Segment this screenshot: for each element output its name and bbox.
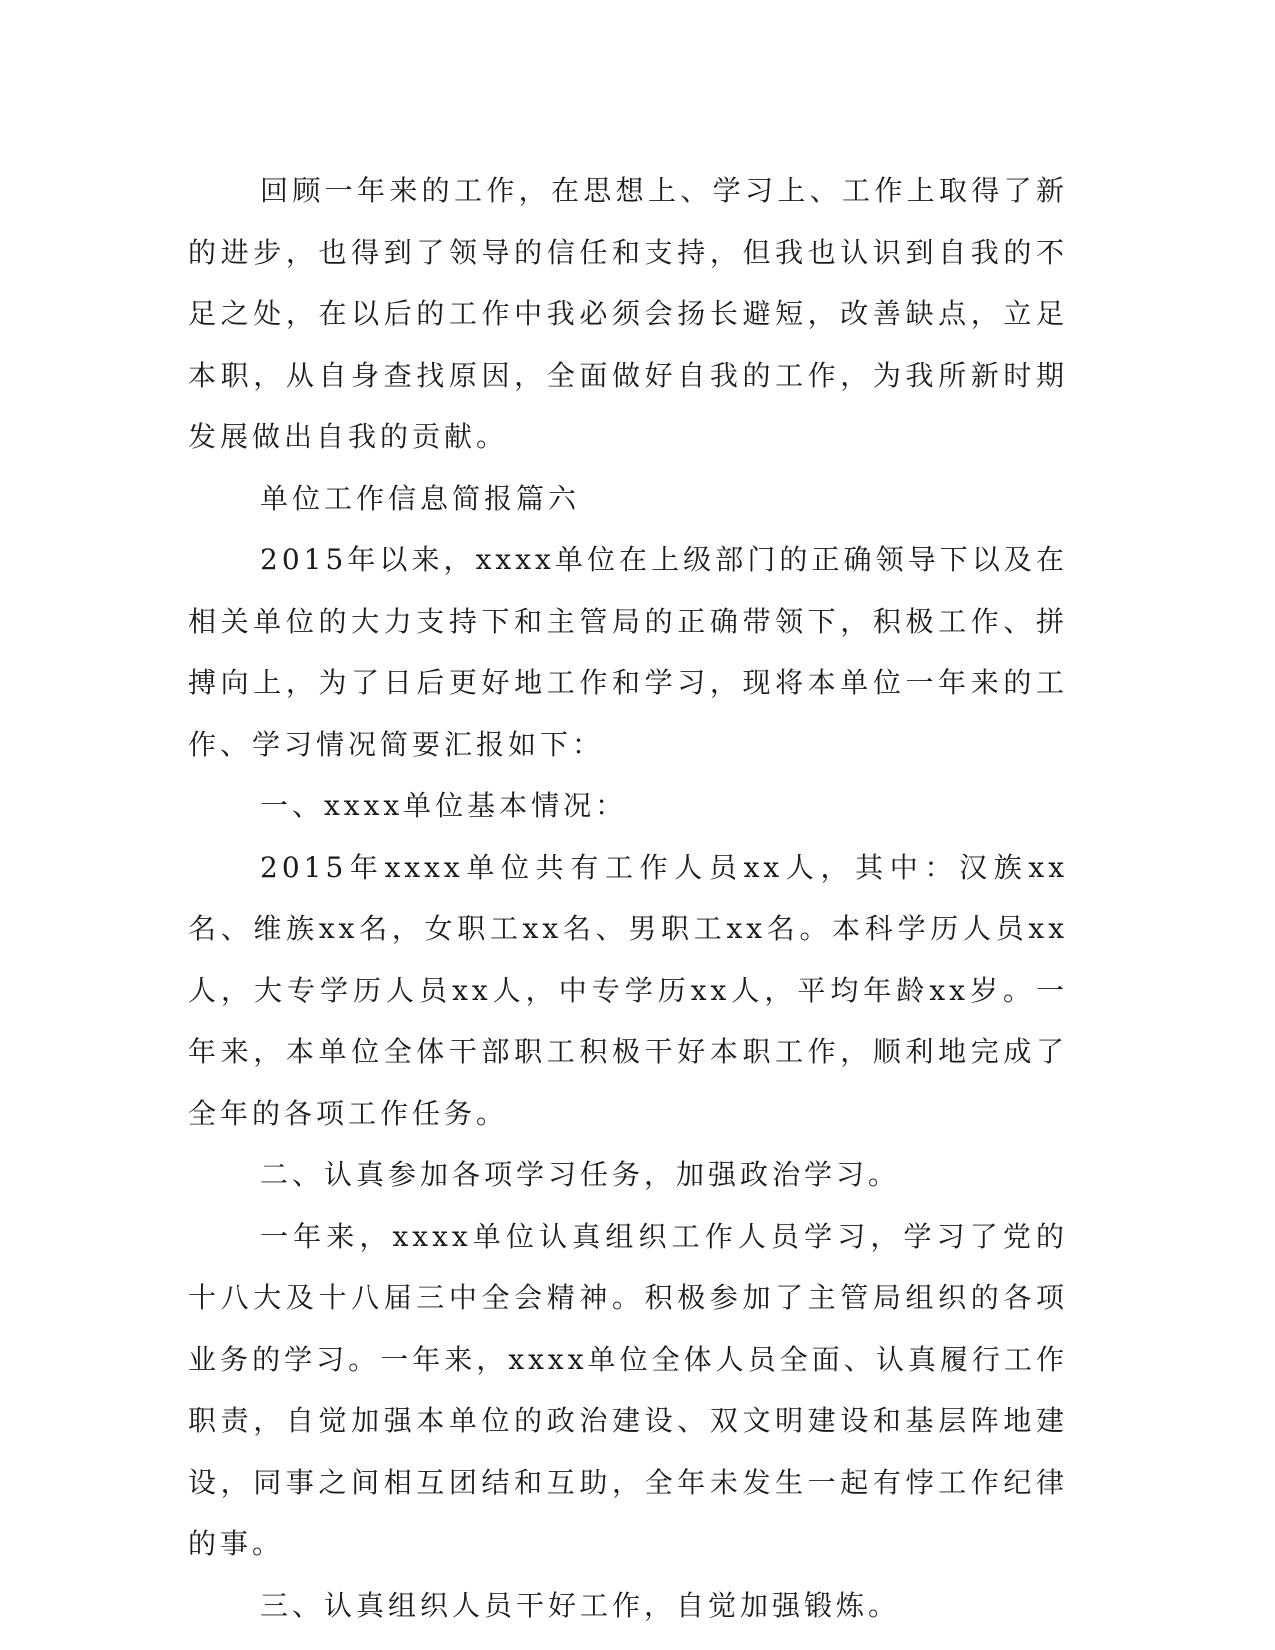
- paragraph-intro: 2015年以来，xxxx单位在上级部门的正确领导下以及在相关单位的大力支持下和主管局的正确带领下，积极工作、拼搏向上，为了日后更好地工作和学习，现将本单位一年来的工作、学习情况简要汇报如下：: [188, 543, 1068, 761]
- paragraph-review: 回顾一年来的工作，在思想上、学习上、工作上取得了新的进步，也得到了领导的信任和支持，但我也认识到自我的不足之处，在以后的工作中我必须会扬长避短，改善缺点，立足本职，从自身查找原因，全面做好自我的工作，为我所新时期发展做出自我的贡献。: [188, 174, 1068, 453]
- paragraph-basic-info: 2015年xxxx单位共有工作人员xx人，其中：汉族xx名、维族xx名，女职工xx名、男职工xx名。本科学历人员xx人，大专学历人员xx人，中专学历xx人，平均年龄xx岁。一年来，本单位全体干部职工积极干好本职工作，顺利地完成了全年的各项工作任务。: [188, 850, 1068, 1130]
- document-body: [188, 160, 1068, 1636]
- section-title: 单位工作信息简报篇六: [260, 481, 581, 515]
- heading-basic-info: 一、xxxx单位基本情况：: [260, 789, 628, 822]
- heading-work: 三、认真组织人员干好工作，自觉加强锻炼。: [260, 1588, 901, 1622]
- heading-study: 二、认真参加各项学习任务，加强政治学习。: [260, 1158, 901, 1191]
- paragraph-study: 一年来，xxxx单位认真组织工作人员学习，学习了党的十八大及十八届三中全会精神。积极参加了主管局组织的各项业务的学习。一年来，xxxx单位全体人员全面、认真履行工作职责，自觉加强本单位的政治建设、双文明建设和基层阵地建设，同事之间相互团结和互助，全年未发生一起有悖工作纪律的事。: [188, 1219, 1068, 1560]
